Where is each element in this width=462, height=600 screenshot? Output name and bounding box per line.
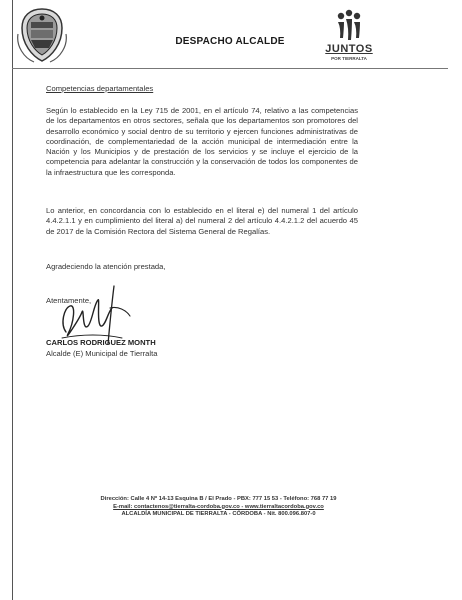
logo-wordmark: JUNTOS [325,43,373,55]
logo-tagline: POR TIERRALTA [331,56,367,61]
page-title: DESPACHO ALCALDE [175,36,285,47]
signer-name: CARLOS RODRIGUEZ MONTH [46,338,156,347]
signer-title: Alcalde (E) Municipal de Tierralta [46,349,158,358]
section-heading: Competencias departamentales [46,84,154,93]
footer-address: Dirección: Calle 4 Nº 14-13 Esquina B / El Prado - PBX: 777 15 53 - Teléfono: 768 77 19 [100,496,337,502]
left-margin-line [12,0,13,600]
municipal-crest-icon [16,6,68,64]
footer-entity: ALCALDÍA MUNICIPAL DE TIERRALTA - CÓRDOBA - Nit. 800.096.807-0 [121,511,316,518]
footer [46,496,391,519]
paragraph-2: Lo anterior, en concordancia con lo establecido en el literal e) del numeral 1 del artículo 4.4.2.1.1 y en cumplimiento del literal a) del numeral 2 del artículo 4.4.2.1.2 del acuerdo 45 de 2017 de la Comisión Rectora del Sistema General de Regalías. [46,206,358,236]
paragraph-1: Según lo establecido en la Ley 715 de 2001, en el artículo 74, relativo a las competencias de los departamentos en otros sectores, señala que los departamentos son promotores del desarrollo económico y social dentro de su territorio y ejercen funciones administrativas de coordinación, de complementariedad de la acción municipal de intermediación entre la Nación y los Municipios y de prestación de los servicios y se incluye el ejercicio de la competencia para adelantar la construcción y la conservación de todos los componentes de la infraestructura que les corresponda. [46,106,358,177]
closing-line: Agradeciendo la atención prestada, [46,262,166,271]
salutation: Atentamente, [46,296,92,305]
header-divider [12,68,448,69]
footer-contact[interactable]: E-mail: contactenos@tierralta-cordoba.gov.co - www.tierraltacordoba.gov.co [113,503,324,510]
